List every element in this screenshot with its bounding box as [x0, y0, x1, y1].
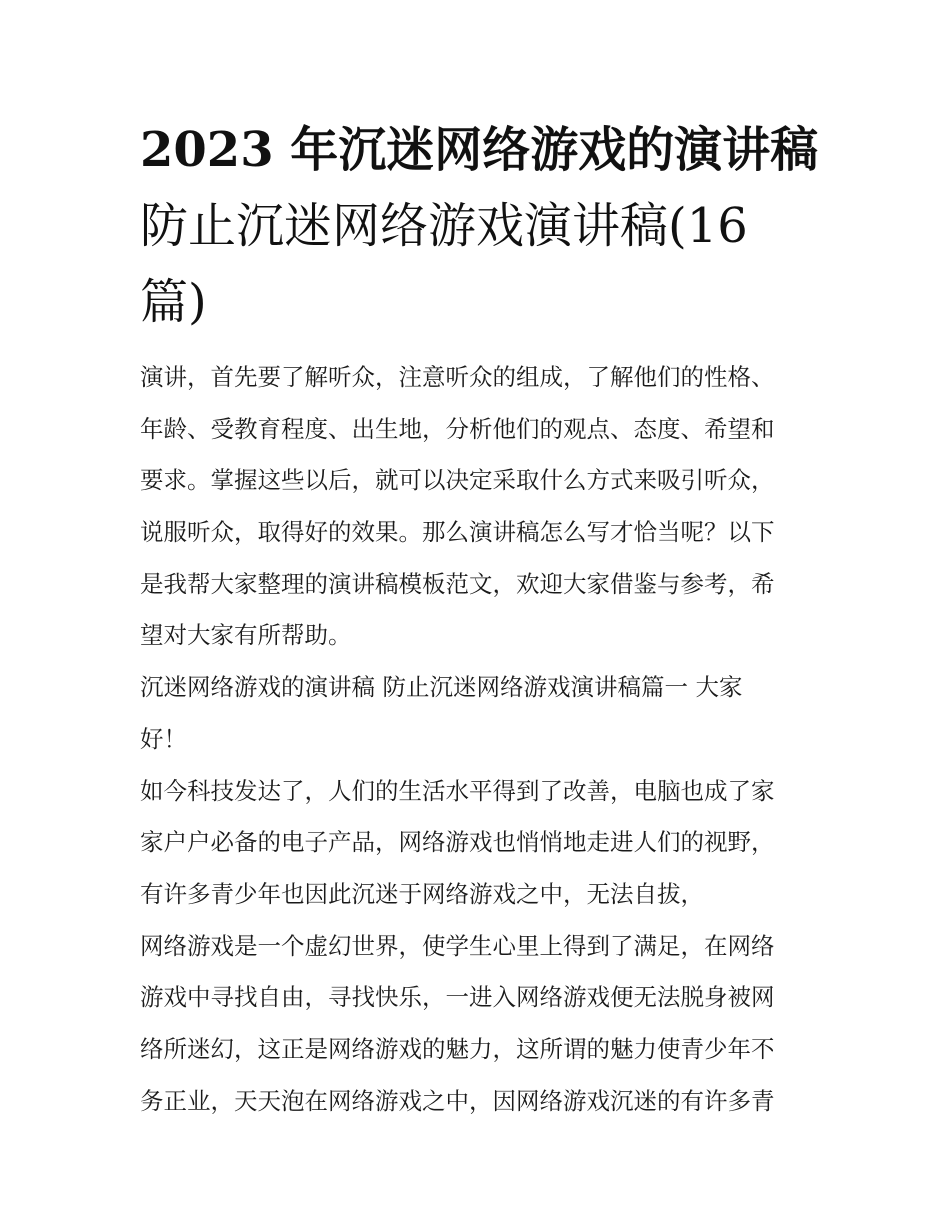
title-line: 防止沉迷网络游戏演讲稿(16 [140, 198, 748, 254]
body-line: 家户户必备的电子产品，网络游戏也悄悄地走进人们的视野， [140, 828, 775, 857]
title-line: 2023 年沉迷网络游戏的演讲稿 [140, 122, 819, 178]
body-line: 有许多青少年也因此沉迷于网络游戏之中，无法自拔， [140, 879, 704, 908]
body-line: 务正业，天天泡在网络游戏之中，因网络游戏沉迷的有许多青 [140, 1086, 775, 1115]
body-line: 说服听众，取得好的效果。那么演讲稿怎么写才恰当呢？以下 [140, 518, 775, 547]
body-line: 如今科技发达了，人们的生活水平得到了改善，电脑也成了家 [140, 776, 775, 805]
body-line: 年龄、受教育程度、出生地，分析他们的观点、态度、希望和 [140, 414, 775, 443]
section-heading-line: 沉迷网络游戏的演讲稿 防止沉迷网络游戏演讲稿篇一 大家 [140, 673, 743, 702]
title-line: 篇) [140, 274, 207, 330]
body-line: 网络游戏是一个虚幻世界，使学生心里上得到了满足，在网络 [140, 931, 775, 960]
body-line: 是我帮大家整理的演讲稿模板范文，欢迎大家借鉴与参考，希 [140, 569, 775, 598]
body-line: 络所迷幻，这正是网络游戏的魅力，这所谓的魅力使青少年不 [140, 1034, 775, 1063]
body-line: 演讲，首先要了解听众，注意听众的组成，了解他们的性格、 [140, 363, 775, 391]
document-title [140, 112, 820, 340]
body-line: 好！ [140, 724, 187, 753]
body-line: 要求。掌握这些以后，就可以决定采取什么方式来吸引听众， [140, 466, 775, 495]
body-line: 望对大家有所帮助。 [140, 621, 352, 650]
body-line: 游戏中寻找自由，寻找快乐，一进入网络游戏便无法脱身被网 [140, 983, 775, 1012]
document-body [140, 352, 820, 1127]
